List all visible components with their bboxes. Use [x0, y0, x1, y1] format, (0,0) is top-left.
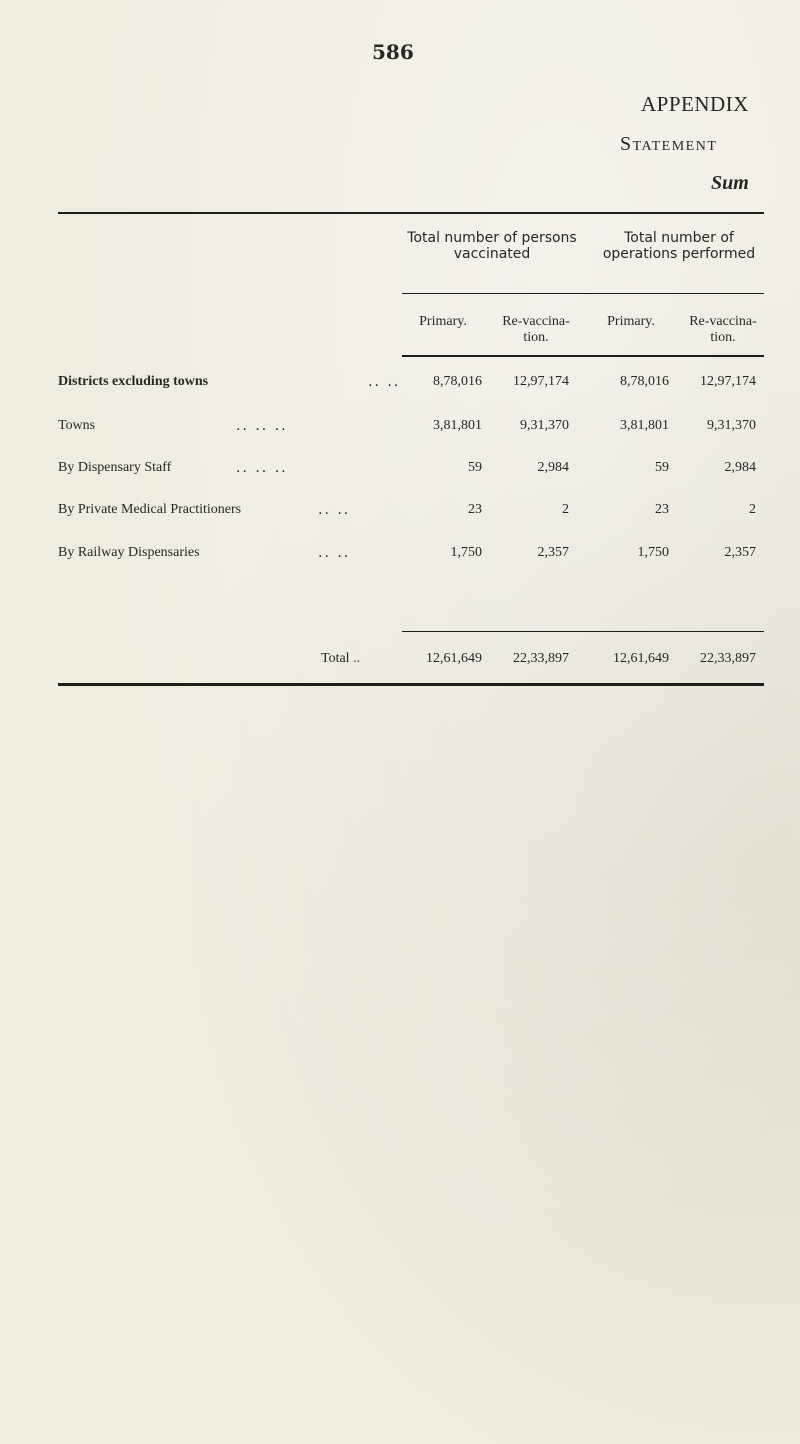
- row-leaders: .. .. ..: [236, 460, 288, 476]
- total-rule: [402, 631, 764, 632]
- row-label: By Dispensary Staff: [58, 460, 172, 475]
- cell-primary-operations: 23: [655, 502, 669, 517]
- column-header-rule: [402, 355, 764, 357]
- cell-primary-operations: 3,81,801: [620, 418, 669, 433]
- cell-primary-persons: 1,750: [450, 545, 482, 560]
- cell-revaccination-persons: 12,97,174: [513, 374, 569, 389]
- cell-primary-operations: 59: [655, 460, 669, 475]
- cell-revaccination-operations: 2: [749, 502, 756, 517]
- column-header-primary-persons: Primary.: [419, 314, 467, 329]
- cell-revaccination-operations: 2,984: [724, 460, 756, 475]
- group-header-persons-vaccinated: Total number of persons vaccinated: [407, 230, 577, 262]
- cell-revaccination-persons: 2,984: [537, 460, 569, 475]
- row-leaders: .. ..: [368, 374, 401, 390]
- column-header-revaccination-persons: Re-vaccina-tion.: [502, 314, 570, 345]
- table-row: [0, 460, 800, 480]
- table-bottom-rule: [58, 683, 764, 686]
- row-leaders: .. ..: [318, 545, 351, 561]
- total-primary-persons: 12,61,649: [426, 651, 482, 666]
- cell-primary-persons: 59: [468, 460, 482, 475]
- table-row: [0, 545, 800, 565]
- page-number: 586: [372, 40, 414, 64]
- column-header-revaccination-operations: Re-vaccina-tion.: [689, 314, 757, 345]
- table-row: [0, 374, 800, 394]
- total-revaccination-operations: 22,33,897: [700, 651, 756, 666]
- group-header-operations-performed: Total number of operations performed: [602, 230, 756, 262]
- total-revaccination-persons: 22,33,897: [513, 651, 569, 666]
- row-leaders: .. ..: [318, 502, 351, 518]
- total-primary-operations: 12,61,649: [613, 651, 669, 666]
- cell-revaccination-operations: 2,357: [724, 545, 756, 560]
- cell-primary-persons: 8,78,016: [433, 374, 482, 389]
- statement-heading: Statement: [620, 133, 718, 155]
- cell-revaccination-persons: 9,31,370: [520, 418, 569, 433]
- cell-revaccination-operations: 12,97,174: [700, 374, 756, 389]
- row-label: Towns: [58, 418, 96, 433]
- cell-revaccination-persons: 2: [562, 502, 569, 517]
- total-row: [0, 651, 800, 671]
- column-header-primary-operations: Primary.: [607, 314, 655, 329]
- table-top-rule: [58, 212, 764, 214]
- row-label: Districts excluding towns: [58, 374, 209, 389]
- sum-heading: Sum: [711, 172, 749, 194]
- cell-primary-operations: 1,750: [637, 545, 669, 560]
- group-header-rule: [402, 293, 764, 294]
- cell-primary-persons: 23: [468, 502, 482, 517]
- appendix-heading: APPENDIX: [641, 92, 749, 116]
- table-row: [0, 418, 800, 438]
- row-label: By Railway Dispensaries: [58, 545, 200, 560]
- total-label: Total ..: [321, 651, 361, 666]
- cell-primary-operations: 8,78,016: [620, 374, 669, 389]
- row-leaders: .. .. ..: [236, 418, 288, 434]
- cell-revaccination-operations: 9,31,370: [707, 418, 756, 433]
- cell-revaccination-persons: 2,357: [537, 545, 569, 560]
- row-label: By Private Medical Practitioners: [58, 502, 242, 517]
- cell-primary-persons: 3,81,801: [433, 418, 482, 433]
- table-row: [0, 502, 800, 522]
